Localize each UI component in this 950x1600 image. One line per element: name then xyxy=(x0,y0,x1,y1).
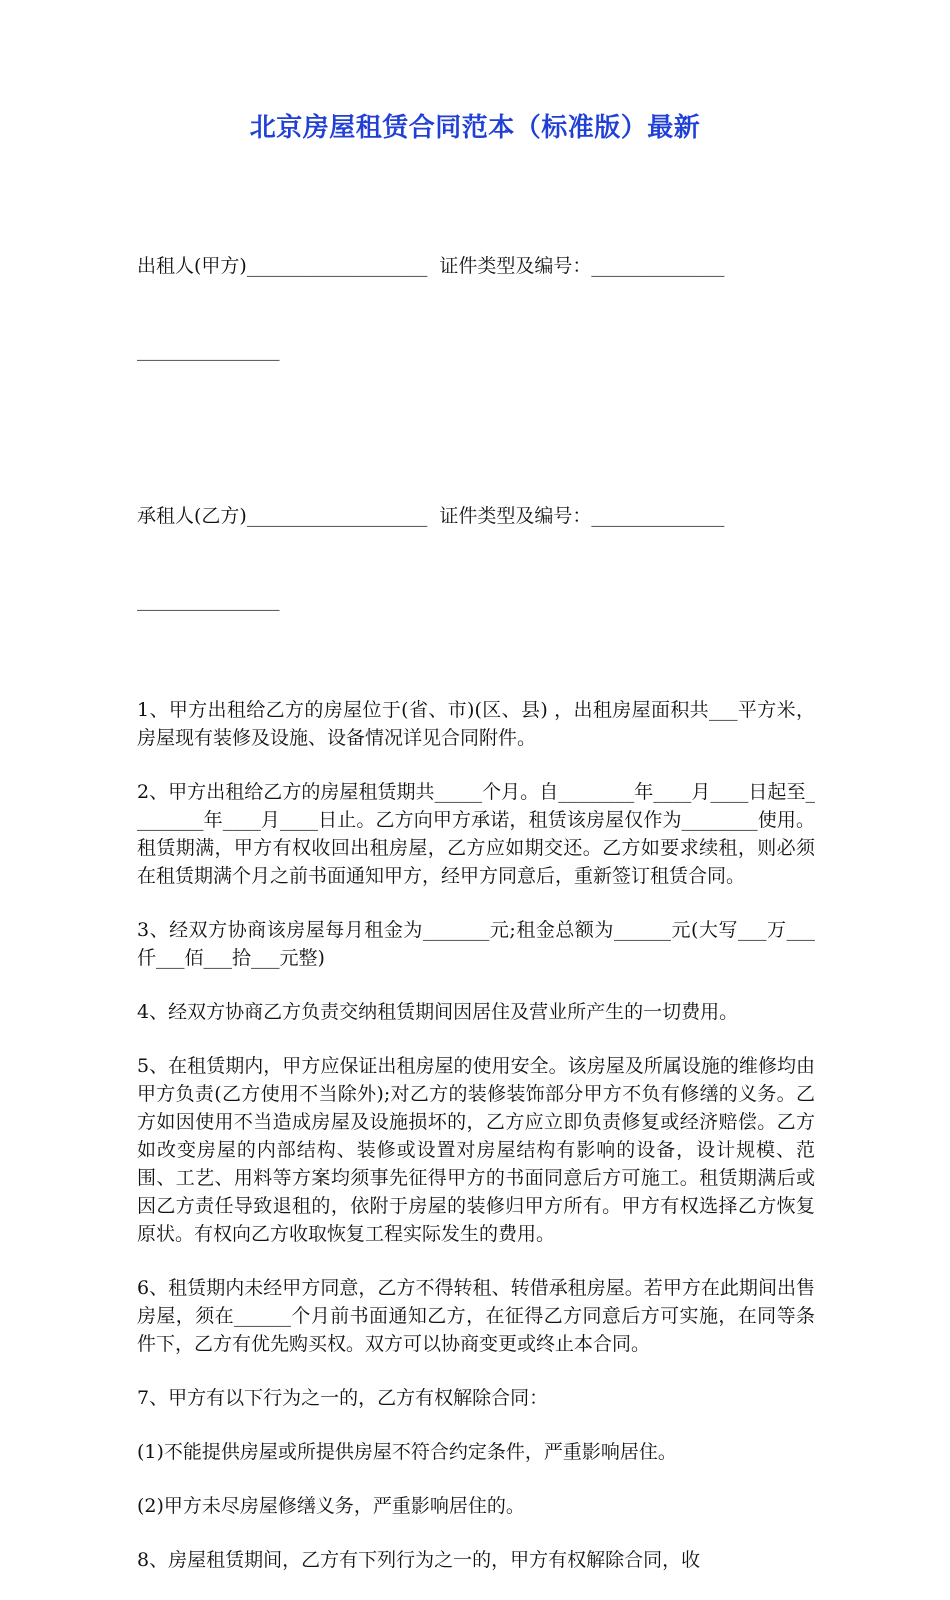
lessee-line-1: 承租人(乙方)___________________ 证件类型及编号：______________ xyxy=(137,505,725,527)
clause-4: 4、经双方协商乙方负责交纳租赁期间因居住及营业所产生的一切费用。 xyxy=(137,1001,739,1023)
clause-5: 5、在租赁期内，甲方应保证出租房屋的使用安全。该房屋及所属设施的维修均由甲方负责(乙方使用不当除外);对乙方的装修装饰部分甲方不负有修缮的义务。乙方如因使用不当造成房屋及设施损坏的，乙方应立即负责修复或经济赔偿。乙方如改变房屋的内部结构、装修或设置对房屋结构有影响的设备，设计规模、范围、工艺、用料等方案均须事先征得甲方的书面同意后方可施工。租赁期满后或因乙方责任导致退租的，依附于房屋的装修归甲方所有。甲方有权选择乙方恢复原状。有权向乙方收取恢复工程实际发生的费用。 xyxy=(137,1055,815,1245)
clause-2: 2、甲方出租给乙方的房屋租赁期共_____个月。自________年____月____日起至________年____月____日止。乙方向甲方承诺，租赁该房屋仅作为________使用。 租赁期满，甲方有权收回出租房屋，乙方应如期交还。乙方如要求续租，则必须在租赁期满个月之前书面通知甲方，经甲方同意后，重新签订租赁合同。 xyxy=(137,781,822,887)
lessee-line xyxy=(137,446,815,670)
lessee-line-2: _______________ xyxy=(137,589,280,611)
document-body xyxy=(137,196,822,1600)
clause-8: 8、房屋租赁期间，乙方有下列行为之一的，甲方有权解除合同，收 xyxy=(137,1549,701,1571)
document-title: 北京房屋租赁合同范本（标准版）最新 xyxy=(249,113,701,143)
clause-7-item-2: (2)甲方未尽房屋修缮义务，严重影响居住的。 xyxy=(137,1495,525,1517)
lessor-line-1: 出租人(甲方)___________________ 证件类型及编号：______________ xyxy=(137,255,725,277)
clause-7-item-1: (1)不能提供房屋或所提供房屋不符合约定条件，严重影响居住。 xyxy=(137,1441,677,1463)
clause-1: 1、甲方出租给乙方的房屋位于(省、市)(区、县) ，出租房屋面积共___平方米，房屋现有装修及设施、设备情况详见合同附件。 xyxy=(137,699,815,749)
clause-7: 7、甲方有以下行为之一的，乙方有权解除合同： xyxy=(137,1387,549,1409)
lessor-line-2: _______________ xyxy=(137,339,280,361)
clause-3: 3、经双方协商该房屋每月租金为_______元;租金总额为______元(大写___万___仟___佰___拾___元整) xyxy=(137,919,815,969)
lessor-line xyxy=(137,196,815,420)
clause-6: 6、租赁期内未经甲方同意，乙方不得转租、转借承租房屋。若甲方在此期间出售房屋，须在______个月前书面通知乙方，在征得乙方同意后方可实施，在同等条件下，乙方有优先购买权。双方可以协商变更或终止本合同。 xyxy=(137,1277,815,1355)
